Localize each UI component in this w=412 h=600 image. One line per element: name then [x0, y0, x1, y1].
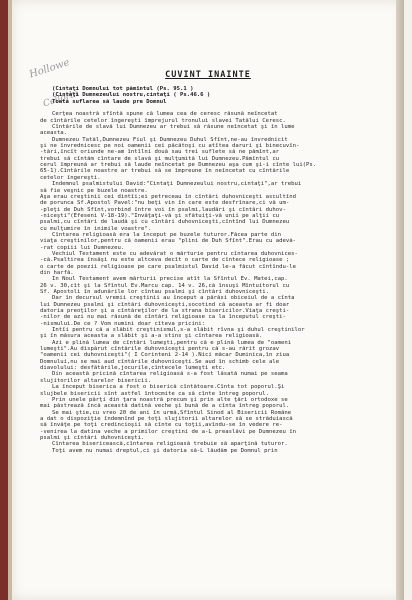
text-line: -tări,încît oriunde ne-am întîlni două sau trei suflete să ne pămînt,ar — [40, 149, 280, 156]
text-line: slujbele bisericii sînt astfel întocmite ca să cînte întreg poporul. — [40, 390, 270, 397]
text-line: şi în măsura aceasta a slăbit şi a-a stins şi cîntarea religioasă. — [40, 333, 263, 340]
text-line: Cîntările de slavă lui Dumnezeu ar trebui să răsune neîncetat şi în lume — [52, 124, 295, 131]
handwritten-note: Cellorbi — [42, 88, 80, 110]
text-line: "oamenii cei duhovniceşti"( I Corinteni 2-14 ).Nici măcar Duminica,în ziua — [40, 352, 290, 359]
text-line: Cîntarea religioasă era la început pe buzele tuturor.Făcea parte din — [52, 231, 282, 238]
text-line: şi ne învrednicesc pe noi oamenii cei păcătoşi cu atîtea daruri şi binecuvîn- — [40, 143, 300, 150]
text-line: Toţi avem nu numai dreptul,ci şi datoria să-L lăudăm pe Domnul prin — [52, 447, 278, 454]
document-page — [12, 0, 404, 600]
text-line: -pleţi de Duh Sfînt,vorbind între voi în psalmi,laudări şi cîntări duhov- — [40, 206, 286, 213]
epigraph-line: (Cintaţi Dumnezeului nostru,cintaţi ( Ps.46.6 ) — [52, 92, 211, 99]
text-line: Azi e plină lumea de cîntări lumeşti,pentru că e plină lumea de "oameni — [52, 339, 292, 346]
text-line: o carte de poezii religioase pe care psalmistul David le-a făcut cîntîndu-le — [40, 263, 296, 270]
text-line: a dat o dispoziţie îndemnînd pe toţi slujitorii altarelor să se străduiască — [40, 415, 293, 422]
text-line: -venirea la datina veche a primilor creştini de a-L preaslăvi pe Dumnezeu în — [40, 428, 296, 435]
text-line: Domnului,nu se mai aud cîntările duhovniceşti.Se aud în schimb cele ale — [40, 358, 280, 365]
text-line: să învăţe pe toţi credincioşii să cînte cu toţii,avîndu-se în vedere re- — [40, 422, 283, 429]
page-shadow — [396, 0, 404, 600]
text-line: aceasta. — [40, 130, 67, 137]
text-line: Cîntarea bisericească,cîntarea religioasă trebuie să aparţină tuturor. — [52, 441, 288, 448]
text-line: Aşa erau creştinii cei dintîi;ei petreceau în cîntări duhovniceşti ascultînd — [40, 193, 296, 200]
text-line: În Noul Testament avem mărturii precise atît la Sfîntul Ev. Matei,cap. — [52, 276, 288, 283]
text-line: mai păstrează încă această datină veche şi bună de a cînta întreg poporul. — [40, 403, 290, 410]
epigraph-line: (Cintaţi Domnului tot pămîntul (Ps. 95.1 ) — [52, 86, 194, 92]
text-line: -rat copiii lui Dumnezeu. — [40, 244, 125, 251]
text-line: 65-1).Cîntările noastre ar trebui să se împreune în neîncetat cu cîntările — [40, 168, 290, 175]
text-line: slujitorilor altarelor bisericii. — [40, 377, 152, 384]
text-line: lui Dumnezeu psalmi şi cîntări duhovniceşti,socotind că aceasta ar fi doar — [40, 301, 290, 308]
text-line: Întîi pentru că a slăbit creştinismul,s-a slăbit rîvna şi duhul creştinilor — [52, 327, 305, 334]
text-line: de porunca Sf.Apostol Pavel:"nu beţi vin în care este desfrînare,ci vă um- — [40, 200, 290, 207]
text-line: Vechiul Testament este cu adevărat o mărturie pentru cîntarea duhovnices- — [52, 250, 298, 257]
text-line: viaţa creştinilor,pentru că oamenii erau "plini de Duh Sfînt".Erau cu adevă- — [40, 238, 296, 245]
text-line: Îndemnul psalmistului David:"Cintaţi Dumnezeului nostru,cintaţi",ar trebui — [52, 181, 302, 188]
text-line: Dumnezeu Tatăl,Dumnezeu Fiul şi Dumnezeu Duhul Sfînt,ne-au învrednicit — [52, 136, 288, 143]
text-line: -nilor de azi nu mai răsună de cîntări religioase ca la începutul creşti- — [40, 314, 286, 321]
text-line: Dar în decursul vremii creştinii au început a părăsi obiceiul de a cînta — [52, 295, 295, 302]
text-line: lumeşti".Au dispărut cîntările duhovniceşti pentru că s-au rărit grozav — [40, 346, 280, 353]
text-line: din harfă. — [40, 269, 74, 276]
text-line: Din această pricină cîntarea religioasă s-a fost lăsată numai pe seama — [52, 371, 288, 378]
text-line: Cerţea noastră sfîntă spune că lumea cea de ceresc răsună neîncetat — [52, 111, 278, 118]
document-body — [40, 86, 392, 454]
text-line: datoria preoţilor şi a cîntăreţilor de la strana bisericilor.Viaţa creşti- — [40, 308, 290, 315]
text-line: Sf. Apostoli în adunările lor cîntau psalmi şi cîntări duhovniceşti. — [40, 289, 270, 295]
text-line: Prin unele părţi din ţara noastră precum şi prin alte ţări ortodoxe se — [52, 396, 288, 403]
text-line: trebui să cîntăm cîntare de slavă şi mulţumită lui Dumnezeu.Pămîntul cu — [40, 155, 280, 162]
page-title: CUVINT INAINTE — [165, 70, 251, 80]
text-line: psalmi şi cîntări duhovniceşti. — [40, 434, 145, 441]
text-line: cetelor îngereşti. — [40, 174, 101, 181]
text-line: -nismului.De ce ? Vom numini doar cîteva pricini: — [40, 320, 206, 327]
epigraph-line: Toată suflarea să laude pre Domnul — [52, 98, 167, 105]
text-line: diavolului: desfătările,jocurile,cîntecele lumeşti etc. — [40, 365, 226, 372]
handwritten-note: Hollowe — [28, 57, 72, 81]
text-line: -niceşti"(Efeseni V-18-19)."Învăţaţi-vă şi sfătuiţi-vă unii pe alţii cu — [40, 212, 280, 219]
text-line: cerul împreună ar trebui să laude neîncetat pe Dumnezeu aşa cum şi-i cînte lui(Ps. — [40, 162, 317, 169]
text-line: Se mai ştie,cu vreo 20 de ani în urmă,Sfîntul Sinod al Bisericii Române — [52, 409, 292, 416]
text-line: de cîntările cetelor îngereşti împrejurul tronului slavei Tatălui Ceresc. — [40, 117, 286, 124]
text-line: La început biserica a fost o biserică cîntătoare.Cînta tot poporul.Şi — [52, 384, 285, 391]
text-line: 26 v. 30,cît şi la Sfîntul Ev.Marcu cap. 14 v. 26,că însuşi Mîntuitorul cu — [40, 282, 290, 289]
text-line: să fie veşnic pe buzele noastre. — [40, 187, 148, 194]
book-binding — [0, 0, 8, 600]
text-line: cu mulţumire în inimile voastre". — [40, 225, 152, 232]
text-line: psalmi,cu cîntări de laudă şi cu cîntări duhovniceşti,cîntînd lui Dumnezeu — [40, 219, 290, 226]
text-line: -că.Psaltirea însăşi nu este altceva decît o carte de cîntece religioase ; — [40, 257, 290, 264]
